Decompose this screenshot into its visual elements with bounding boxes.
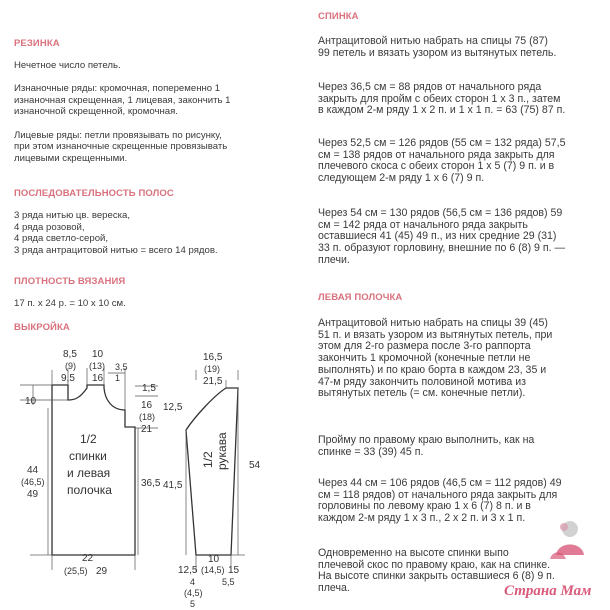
dim-body-49: 49 <box>27 489 39 500</box>
text-line: закрыть для пройм с обеих сторон 1 х 3 п., затем <box>318 92 561 105</box>
text-line: горловины по левому краю 1 х 6 (7) 8 п. и в <box>318 500 531 513</box>
text-line: 51 п. и вязать узором из вытянутых петель, при <box>318 328 553 341</box>
dim-bot-22: 22 <box>82 553 94 564</box>
dim-sl-415: 41,5 <box>163 480 183 491</box>
rezinka-heading: РЕЗИНКА <box>14 38 60 49</box>
dim-sl-4: 4 <box>190 577 196 587</box>
text-line: 33 п. образуют горловину, внешние по 6 (8) 9 п. — <box>318 242 566 255</box>
text-line: вытянутых петель (= см. конечные петли). <box>318 387 526 400</box>
pattern-diagram <box>0 340 290 610</box>
dim-arm-21: 21 <box>141 424 153 435</box>
text-line: 3 ряда нитью цв. вереска, <box>14 210 131 221</box>
back-para-4 <box>318 208 565 267</box>
body-label-1: 1/2 <box>80 432 97 446</box>
dim-sl-145: (14,5) <box>201 565 225 575</box>
rezinka-text <box>14 60 231 164</box>
text-line: плечевого скоса с обеих сторон 1 х 5 (7) 9 п. и в <box>318 160 555 173</box>
dim-body-365: 36,5 <box>141 478 161 489</box>
dim-sl-55: 5,5 <box>222 577 235 587</box>
text-line: закончить 1 кромочной (конечные петли не <box>318 352 531 365</box>
text-line: этом для 2-го размера после 3-го раппорта <box>318 340 531 353</box>
dim-sh-1: 1 <box>115 373 121 383</box>
text-line: изнаночная скрещенная, 1 лицевая, закончить 1 <box>14 94 231 106</box>
watermark-text: Страна Мам <box>504 583 592 599</box>
dim-top-15: 1,5 <box>142 383 156 394</box>
text-line: Лицевые ряды: петли провязывать по рисунку, <box>14 129 222 141</box>
dim-body-465: (46,5) <box>21 477 45 487</box>
front-para-1 <box>318 318 552 400</box>
back-para-1 <box>318 36 556 59</box>
sleeve-label-2: рукава <box>215 432 229 470</box>
text-line: Через 44 см = 106 рядов (46,5 см = 112 рядов) 49 <box>318 477 562 489</box>
dim-bot-255: (25,5) <box>64 566 88 576</box>
blank-line <box>14 72 231 84</box>
text-line: 3 ряда антрацитовой нитью = всего 14 рядов. <box>14 244 218 256</box>
dim-sl-5: 5 <box>190 599 196 609</box>
text-line: см = 138 рядов от начального ряда закрыть для <box>318 148 555 161</box>
dim-sl-125: 12,5 <box>178 565 198 576</box>
dim-bot-29: 29 <box>96 566 108 577</box>
text-line: изнаночной скрещенной, кромочная. <box>14 106 178 118</box>
text-line: см = 142 ряда от начального ряда закрыть <box>318 218 528 231</box>
text-line: плечи. <box>318 253 350 266</box>
sleeve-outline <box>186 388 238 555</box>
text-line: Пройму по правому краю выполнить, как на <box>318 434 535 446</box>
dim-neck-85: 8,5 <box>63 349 77 360</box>
back-para-2 <box>318 82 565 117</box>
dim-arm-18: (18) <box>139 412 156 422</box>
dim-sl-165: 16,5 <box>203 352 223 363</box>
dim-left-10: 10 <box>25 396 37 407</box>
text-line: каждом 2-м ряду 1 х 3 п., 2 х 2 п. и 3 х 1 п. <box>318 512 526 525</box>
watermark-figure-icon <box>540 515 600 565</box>
blank-line <box>14 118 231 130</box>
text-line: плечевой скос по правому краю, как на спинке. <box>318 558 551 571</box>
dim-sl-45: (4,5) <box>184 588 203 598</box>
dim-body-44: 44 <box>27 465 39 476</box>
guide-lines <box>20 368 245 572</box>
text-line: 47-м ряду закончить половиной мотива из <box>318 375 527 388</box>
front-para-3 <box>318 478 562 525</box>
dim-sl-19: (19) <box>204 364 221 374</box>
text-line: Через 36,5 см = 88 рядов от начального ряда <box>318 81 542 93</box>
dim-sh-35: 3,5 <box>115 362 128 372</box>
text-line: Антрацитовой нитью набрать на спицы 39 (45) <box>318 317 548 329</box>
dim-sl-10: 10 <box>208 554 220 565</box>
text-line: 4 ряда розовой, <box>14 221 85 233</box>
text-line: Нечетное число петель. <box>14 60 121 71</box>
dim-sl-215: 21,5 <box>203 376 223 387</box>
dim-arm-125: 12,5 <box>163 402 183 413</box>
text-line: 99 петель и вязать узором из вытянутых петель. <box>318 46 557 59</box>
stripes-heading: ПОСЛЕДОВАТЕЛЬНОСТЬ ПОЛОС <box>14 188 174 199</box>
dim-neck-95: 9,5 <box>61 373 75 384</box>
front-para-2 <box>318 435 534 458</box>
body-label-3: и левая <box>67 466 111 480</box>
text-line: при этом изнаночные скрещенные провязывать <box>14 141 228 153</box>
body-label-2: спинки <box>69 449 107 463</box>
dim-neck-9: (9) <box>65 361 76 371</box>
pattern-heading: ВЫКРОЙКА <box>14 322 70 333</box>
text-line: Через 52,5 см = 126 рядов (55 см = 132 ряда) 57,5 <box>318 137 566 149</box>
text-line: лицевыми скрещенными. <box>14 152 128 164</box>
text-line: в каждом 2-м ряду 1 х 2 п. и 1 х 1 п. = 63 (75) 87 п. <box>318 104 566 117</box>
text-line: спинке = 33 (39) 45 п. <box>318 445 424 458</box>
text-line: Антрацитовой нитью набрать на спицы 75 (87) <box>318 35 548 47</box>
text-line: см = 118 рядов) от начального ряда закрыть для <box>318 488 558 501</box>
density-text: 17 п. х 24 р. = 10 х 10 см. <box>14 298 126 309</box>
dim-sl-15: 15 <box>228 565 240 576</box>
body-label-4: полочка <box>67 483 112 497</box>
dim-arm-16: 16 <box>141 400 153 411</box>
text-line: Через 54 см = 130 рядов (56,5 см = 136 рядов) 59 <box>318 207 563 219</box>
back-heading: СПИНКА <box>318 11 359 22</box>
back-para-3 <box>318 138 566 185</box>
text-line: Одновременно на высоте спинки выпо <box>318 547 509 559</box>
text-line: Изнаночные ряды: кромочная, попеременно 1 <box>14 83 221 95</box>
text-line: выполнять) и по краю борта в каждом 23, 35 и <box>318 363 547 376</box>
sleeve-label-1: 1/2 <box>201 451 215 468</box>
dim-sl-54: 54 <box>249 460 261 471</box>
stripes-text <box>14 210 218 256</box>
density-heading: ПЛОТНОСТЬ ВЯЗАНИЯ <box>14 276 126 287</box>
text-line: 4 ряда светло-серой, <box>14 233 109 245</box>
text-line: плеча. <box>318 582 350 595</box>
text-line: На высоте спинки закрыть оставшиеся 6 (8) 9 п. <box>318 570 555 583</box>
text-line: следующем 2-м ряду 1 х 6 (7) 9 п. <box>318 172 485 185</box>
text-line: оставшиеся 41 (45) 49 п., из них средние 29 (31) <box>318 230 557 243</box>
dim-sh-13: (13) <box>89 361 106 371</box>
dim-sh-16: 16 <box>92 373 104 384</box>
left-front-heading: ЛЕВАЯ ПОЛОЧКА <box>318 292 403 303</box>
dim-sh-10: 10 <box>92 349 104 360</box>
